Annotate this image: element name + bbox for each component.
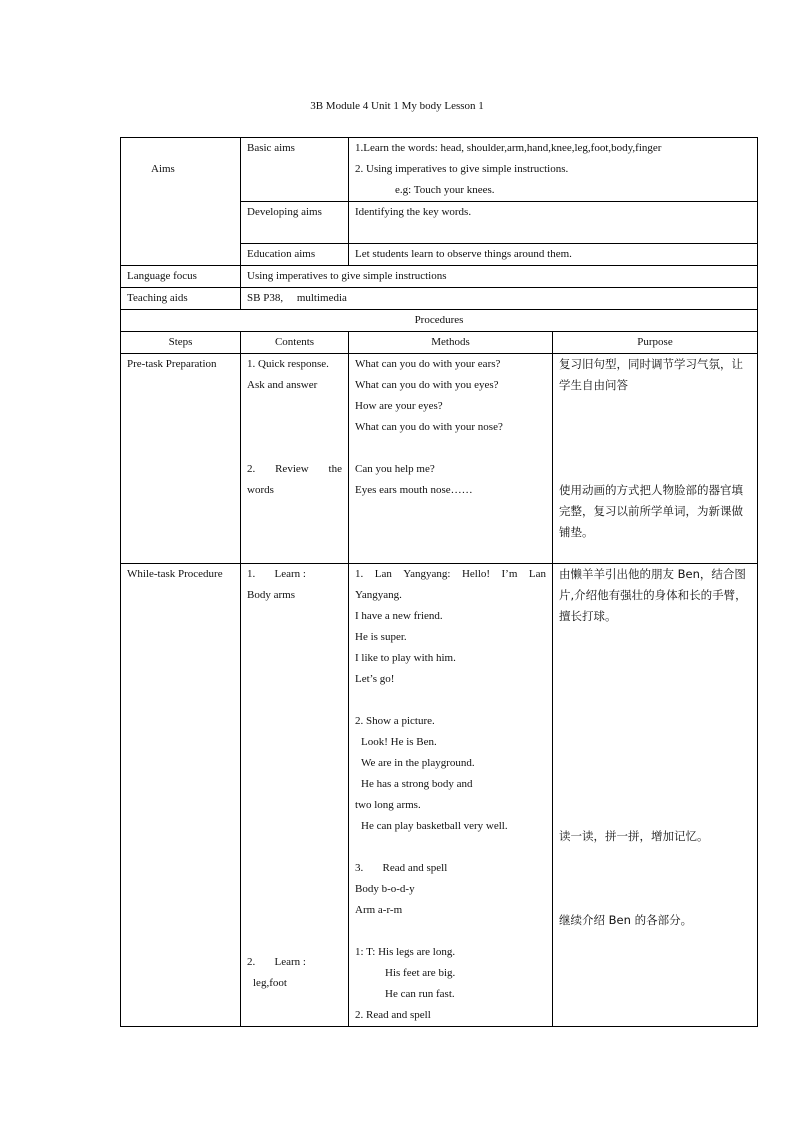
while-method-line: We are in the playground. <box>361 757 475 769</box>
while-method-line: Yangyang. <box>355 589 402 601</box>
pre-method-line: What can you do with you eyes? <box>355 379 499 391</box>
education-aims-label: Education aims <box>241 244 349 266</box>
header-steps: Steps <box>121 332 241 354</box>
basic-aim-2: 2. Using imperatives to give simple instructions. <box>355 163 569 175</box>
pre-task-step: Pre-task Preparation <box>121 354 241 564</box>
pre-task-purpose <box>553 354 758 564</box>
header-contents: Contents <box>241 332 349 354</box>
basic-aim-1: 1.Learn the words: head, shoulder,arm,hand,knee,leg,foot,body,finger <box>355 142 662 154</box>
pre-method-line: What can you do with your ears? <box>355 358 501 370</box>
while-content-2b: leg,foot <box>253 977 287 989</box>
document-title: 3B Module 4 Unit 1 My body Lesson 1 <box>310 100 484 112</box>
pre-method-line: Eyes ears mouth nose…… <box>355 484 473 496</box>
while-method-line: He has a strong body and <box>361 778 473 790</box>
developing-aims-content: Identifying the key words. <box>349 202 758 244</box>
education-aims-content: Let students learn to observe things around them. <box>349 244 758 266</box>
while-method-line: I like to play with him. <box>355 652 456 664</box>
procedures-heading: Procedures <box>121 310 758 332</box>
while-purpose-1: 由懒羊羊引出他的朋友 Ben，结合图片,介绍他有强壮的身体和长的手臂，擅长打球。 <box>559 567 747 623</box>
aims-label: Aims <box>151 163 175 175</box>
pre-task-contents <box>241 354 349 564</box>
while-method-line: I have a new friend. <box>355 610 443 622</box>
language-focus-label: Language focus <box>121 266 241 288</box>
pre-method-line: How are your eyes? <box>355 400 443 412</box>
while-method-line: Body b-o-d-y <box>355 883 415 895</box>
while-purpose-2: 读一读，拼一拼，增加记忆。 <box>559 829 709 843</box>
while-purpose-3: 继续介绍 Ben 的各部分。 <box>559 913 693 927</box>
while-task-methods <box>349 564 553 1027</box>
while-method-line: two long arms. <box>355 799 421 811</box>
while-method-2-head: 2. Show a picture. <box>355 715 435 727</box>
pre-content-2a: 2. Review the <box>247 463 342 475</box>
while-task-step: While-task Procedure <box>121 564 241 1027</box>
lesson-plan-table <box>120 137 758 1027</box>
header-methods: Methods <box>349 332 553 354</box>
while-method-line: He can run fast. <box>385 988 455 1000</box>
while-method-line: Let’s go! <box>355 673 395 685</box>
while-method-5-head: 2. Read and spell <box>355 1009 431 1021</box>
pre-purpose-2: 使用动画的方式把人物脸部的器官填完整，复习以前所学单词，为新课做铺垫。 <box>559 483 743 539</box>
header-purpose: Purpose <box>553 332 758 354</box>
while-task-purpose <box>553 564 758 1027</box>
while-method-line: He can play basketball very well. <box>361 820 508 832</box>
pre-method-line: Can you help me? <box>355 463 435 475</box>
while-method-3-head: 3. Read and spell <box>355 862 448 874</box>
language-focus-content: Using imperatives to give simple instructions <box>241 266 758 288</box>
while-method-line: Look! He is Ben. <box>361 736 437 748</box>
while-method-line: Arm a-r-m <box>355 904 403 916</box>
aims-label-cell <box>121 138 241 266</box>
pre-purpose-1: 复习旧句型，同时调节学习气氛，让学生自由问答 <box>559 357 743 392</box>
basic-aims-content <box>349 138 758 202</box>
teaching-aids-label: Teaching aids <box>121 288 241 310</box>
while-method-line: He is super. <box>355 631 407 643</box>
pre-content-2b: words <box>247 484 274 496</box>
while-content-1a: 1. Learn : <box>247 568 306 580</box>
while-content-2a: 2. Learn : <box>247 956 306 968</box>
pre-content-1a: 1. Quick response. <box>247 358 329 370</box>
teaching-aids-content: SB P38, multimedia <box>241 288 758 310</box>
while-content-1b: Body arms <box>247 589 295 601</box>
while-method-1-head: 1. Lan Yangyang: Hello! I’m Lan <box>355 568 546 580</box>
pre-task-methods <box>349 354 553 564</box>
developing-aims-label: Developing aims <box>241 202 349 244</box>
while-method-line: His feet are big. <box>385 967 456 979</box>
pre-content-1b: Ask and answer <box>247 379 318 391</box>
pre-method-line: What can you do with your nose? <box>355 421 503 433</box>
while-task-contents <box>241 564 349 1027</box>
basic-aims-label: Basic aims <box>241 138 349 202</box>
pre-method-line <box>355 438 546 459</box>
basic-aim-example: e.g: Touch your knees. <box>395 184 495 196</box>
while-method-4-head: 1: T: His legs are long. <box>355 946 456 958</box>
